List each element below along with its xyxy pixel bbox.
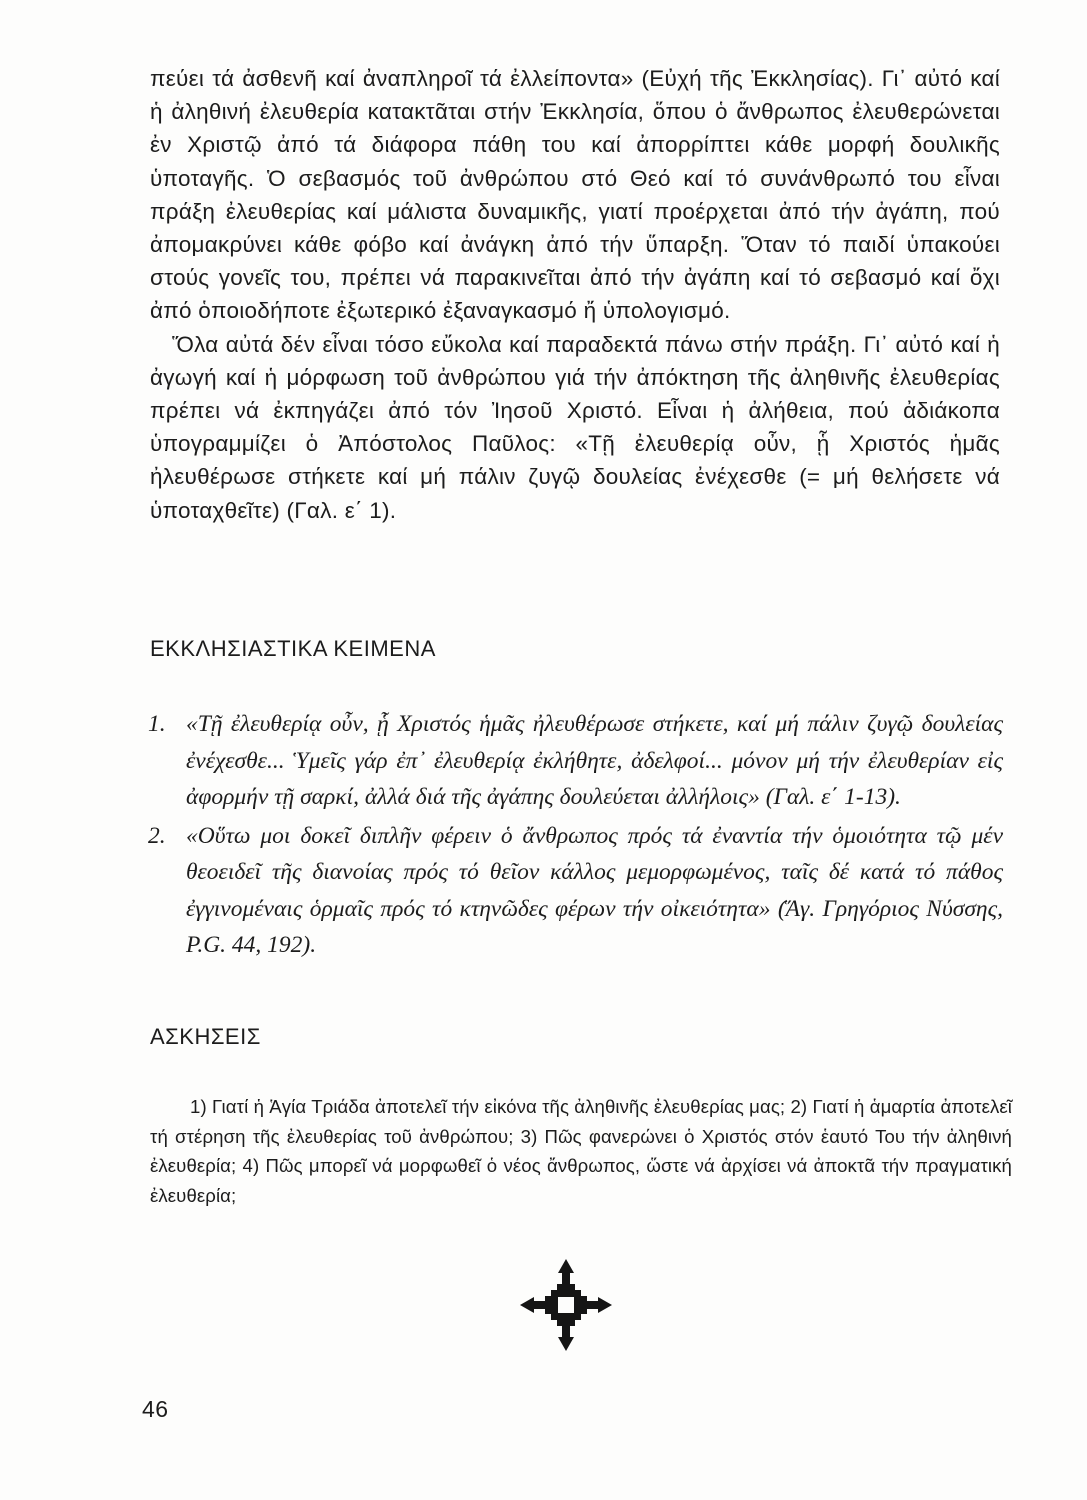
paragraph-2: Ὅλα αὐτά δέν εἶναι τόσο εὔκολα καί παραδεκτά πάνω στήν πράξη. Γι᾽ αὐτό καί ἡ ἀγωγή καί ἡ μόρφωση τοῦ ἀνθρώπου γιά τήν ἀπόκτηση τῆς ἀληθινῆς ἐλευθερίας πρέπει νά ἐκπηγάζει ἀπό τόν Ἰησοῦ Χριστό. Εἶναι ἡ ἀλήθεια, πού ἀδιάκοπα ὑπογραμμίζει ὁ Ἀπόστολος Παῦλος: «Τῇ ἐλευθερίᾳ οὖν, ᾗ Χριστός ἡμᾶς ἠλευθέρωσε στήκετε καί μή πάλιν ζυγῷ δουλείας ἐνέχεσθε (= μή θελήσετε νά ὑποταχθεῖτε) (Γαλ. ε΄ 1). [150, 331, 1000, 523]
paragraph-1: πεύει τά ἀσθενῆ καί ἀναπληροῖ τά ἐλλείποντα» (Εὐχή τῆς Ἐκκλησίας). Γι᾽ αὐτό καί ἡ ἀληθινή ἐλευθερία κατακτᾶται στήν Ἐκκλησία, ὅπου ὁ ἄνθρωπος ἐλευθερώνεται ἐν Χριστῷ ἀπό τά διάφορα πάθη του καί ἀπορρίπτει κάθε μορφή δουλικῆς ὑποταγῆς. Ὁ σεβασμός τοῦ ἀνθρώπου στό Θεό καί τό συνάνθρωπό του εἶναι πράξη ἐλευθερίας καί μάλιστα δυναμικῆς, γιατί προέρχεται ἀπό τήν ἀγάπη, πού ἀπομακρύνει κάθε φόβο καί ἀνάγκη ἀπό τήν ὕπαρξη. Ὅταν τό παιδί ὑπακούει στούς γονεῖς του, πρέπει νά παρακινεῖται ἀπό τήν ἀγάπη καί τό σεβασμό καί ὄχι ἀπό ὁποιοδήποτε ἐξωτερικό ἐξαναγκασμό ἤ ὑπολογισμό. [150, 66, 1000, 324]
page-number: 46 [142, 1396, 169, 1422]
section-heading-church-texts: ΕΚΚΛΗΣΙΑΣΤΙΚΑ ΚΕΙΜΕΝΑ [150, 636, 436, 661]
quote-item [148, 706, 1003, 816]
quote-text: «Οὕτω μοι δοκεῖ διπλῆν φέρειν ὁ ἄνθρωπος πρός τά ἐναντία τήν ὁμοιότητα τῷ μέν θεοειδεῖ τῆς διανοίας πρός τό θεῖον κάλλος μεμορφωμένος, ταῖς δέ κατά τό πάθος ἐγγινομέναις ὁρμαῖς πρός τό κτηνῶδες φέρων τήν οἰκειότητα» (Ἅγ. Γρηγόριος Νύσσης, P.G. 44, 192). [186, 822, 1003, 958]
cross-ornament-icon [518, 1257, 614, 1353]
quote-item [148, 818, 1003, 964]
quotes-list [148, 706, 1003, 964]
main-text [150, 62, 1000, 527]
exercises-text: 1) Γιατί ἡ Ἁγία Τριάδα ἀποτελεῖ τήν εἰκόνα τῆς ἀληθινῆς ἐλευθερίας μας; 2) Γιατί ἡ ἁμαρτία ἀποτελεῖ τή στέρηση τῆς ἐλευθερίας τοῦ ἀνθρώπου; 3) Πῶς φανερώνει ὁ Χριστός στόν ἑαυτό Του τήν ἀληθινή ἐλευθερία; 4) Πῶς μπορεῖ νά μορφωθεῖ ὁ νέος ἄνθρωπος, ὥστε νά ἀρχίσει νά ἀποκτᾶ τήν πραγματική ἐλευθερία; [150, 1096, 1012, 1206]
quote-number: 2. [148, 822, 166, 849]
quote-text: «Τῇ ἐλευθερίᾳ οὖν, ᾗ Χριστός ἡμᾶς ἠλευθέρωσε στήκετε, καί μή πάλιν ζυγῷ δουλείας ἐνέχεσθε... Ὑμεῖς γάρ ἐπ᾽ ἐλευθερίᾳ ἐκλήθητε, ἀδελφοί... μόνον μή τήν ἐλευθερίαν εἰς ἀφορμήν τῇ σαρκί, ἀλλά διά τῆς ἀγάπης δουλεύεται ἀλλήλοις» (Γαλ. ε΄ 1-13). [186, 711, 1003, 810]
quote-number: 1. [148, 711, 166, 737]
section-heading-exercises: ΑΣΚΗΣΕΙΣ [150, 1024, 261, 1049]
